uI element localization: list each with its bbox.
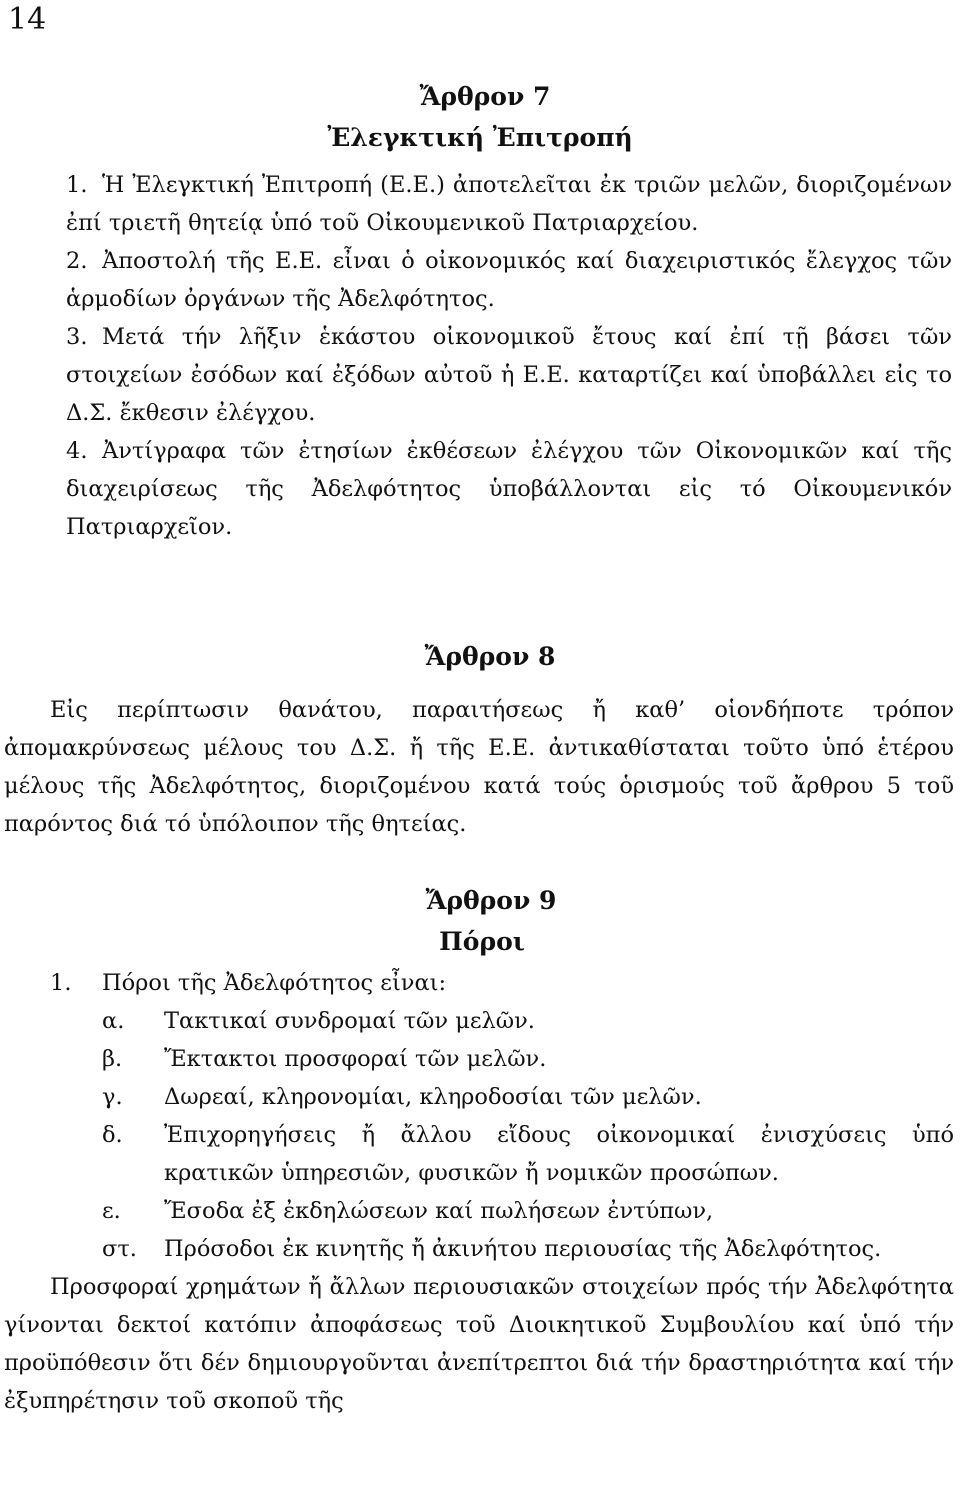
article-7-item-list (0, 166, 960, 546)
item-marker: β. (102, 1046, 123, 1072)
item-marker: α. (102, 1008, 125, 1034)
article-7-subheading: Ἐλεγκτική Ἐπιτροπή (327, 123, 633, 152)
item-marker: ε. (102, 1198, 121, 1224)
article-8-paragraph: Εἰς περίπτωσιν θανάτου, παραιτήσεως ἤ καθ’ οἱονδήποτε τρόπον ἀπομακρύνσεως μέλους του Δ.Σ. ἤ τῆς Ε.Ε. ἀντικαθίσταται τοῦτο ὑπό ἑτέρου μέλους τῆς Ἀδελφότητος, διοριζομένου κατά τούς ὁρισμούς τοῦ ἄρθρου 5 τοῦ παρόντος διά τό ὑπόλοιπον τῆς θητείας. (4, 697, 954, 837)
article-9-closing-paragraph: Προσφοραί χρημάτων ἤ ἄλλων περιουσιακῶν στοιχείων πρός τήν Ἀδελφότητα γίνονται δεκτοί κατόπιν ἀποφάσεως τοῦ Διοικητικοῦ Συμβουλίου καί ὑπό τήν προϋπόθεσιν ὅτι δέν δημιουργοῦνται ἀνεπίτρεπτοι διά τήν δραστηριότητα καί τήν ἐξυπηρέτησιν τοῦ σκοποῦ τῆς (4, 1274, 954, 1414)
item-text: Ἔκτακτοι προσφοραί τῶν μελῶν. (164, 1046, 547, 1072)
item-text: Τακτικαί συνδρομαί τῶν μελῶν. (164, 1008, 535, 1034)
item-text: Ἀντίγραφα τῶν ἐτησίων ἐκθέσεων ἐλέγχου τῶν Οἰκονομικῶν καί τῆς διαχειρίσεως τῆς Ἀδελφότητος ὑποβάλλονται εἰς τό Οἰκουμενικόν Πατριαρχεῖον. (66, 438, 952, 540)
intro-number: 1. (50, 970, 72, 996)
article-7-item-4 (66, 432, 952, 546)
item-text: Ἀποστολή τῆς Ε.Ε. εἶναι ὁ οἰκονομικός καί διαχειριστικός ἔλεγχος τῶν ἁρμοδίων ὀργάνων τῆς Ἀδελφότητος. (66, 248, 952, 312)
resource-item-a (102, 1002, 954, 1040)
item-text: Ἔσοδα ἐξ ἐκδηλώσεων καί πωλήσεων ἐντύπων, (164, 1198, 714, 1224)
article-7-heading: Ἄρθρον 7 (419, 82, 551, 111)
article-7-item-1 (66, 166, 952, 242)
article-9-subheading: Πόροι (439, 927, 525, 956)
item-text: Ἡ Ἐλεγκτική Ἐπιτροπή (Ε.Ε.) ἀποτελεῖται ἐκ τριῶν μελῶν, διοριζομένων ἐπί τριετῆ θητείᾳ ὑπό τοῦ Οἰκουμενικοῦ Πατριαρχείου. (66, 172, 952, 236)
item-marker: γ. (102, 1084, 123, 1110)
article-8-heading: Ἄρθρον 8 (424, 642, 556, 671)
article-9-heading: Ἄρθρον 9 (425, 886, 557, 915)
item-number: 1. (66, 172, 88, 198)
resource-item-st (102, 1230, 954, 1268)
intro-text: Πόροι τῆς Ἀδελφότητος εἶναι: (102, 970, 447, 996)
item-text: Ἐπιχορηγήσεις ἤ ἄλλου εἴδους οἰκονομικαί ἐνισχύσεις ὑπό κρατικῶν ὑπηρεσιῶν, φυσικῶν ἤ νομικῶν προσώπων. (164, 1122, 954, 1186)
item-text: Πρόσοδοι ἐκ κινητῆς ἤ ἀκινήτου περιουσίας τῆς Ἀδελφότητος. (164, 1236, 882, 1262)
article-7-item-3 (66, 318, 952, 432)
item-text: Δωρεαί, κληρονομίαι, κληροδοσίαι τῶν μελῶν. (164, 1084, 702, 1110)
item-marker: δ. (102, 1122, 123, 1148)
item-marker: στ. (102, 1236, 137, 1262)
resource-item-c (102, 1078, 954, 1116)
item-number: 3. (66, 324, 88, 350)
article-7 (0, 76, 960, 546)
article-7-item-2 (66, 242, 952, 318)
article-8 (0, 636, 960, 843)
article-9-intro (0, 964, 960, 1002)
page-number: 14 (8, 2, 47, 37)
item-number: 4. (66, 438, 88, 464)
resource-item-b (102, 1040, 954, 1078)
resource-item-e (102, 1192, 954, 1230)
item-number: 2. (66, 248, 88, 274)
resource-item-d (102, 1116, 954, 1192)
article-9 (0, 880, 960, 1420)
item-text: Μετά τήν λῆξιν ἑκάστου οἰκονομικοῦ ἔτους καί ἐπί τῇ βάσει τῶν στοιχείων ἐσόδων καί ἐξόδων αὐτοῦ ἡ Ε.Ε. καταρτίζει καί ὑποβάλλει εἰς το Δ.Σ. ἔκθεσιν ἐλέγχου. (66, 324, 952, 426)
article-9-resource-list (0, 1002, 960, 1268)
